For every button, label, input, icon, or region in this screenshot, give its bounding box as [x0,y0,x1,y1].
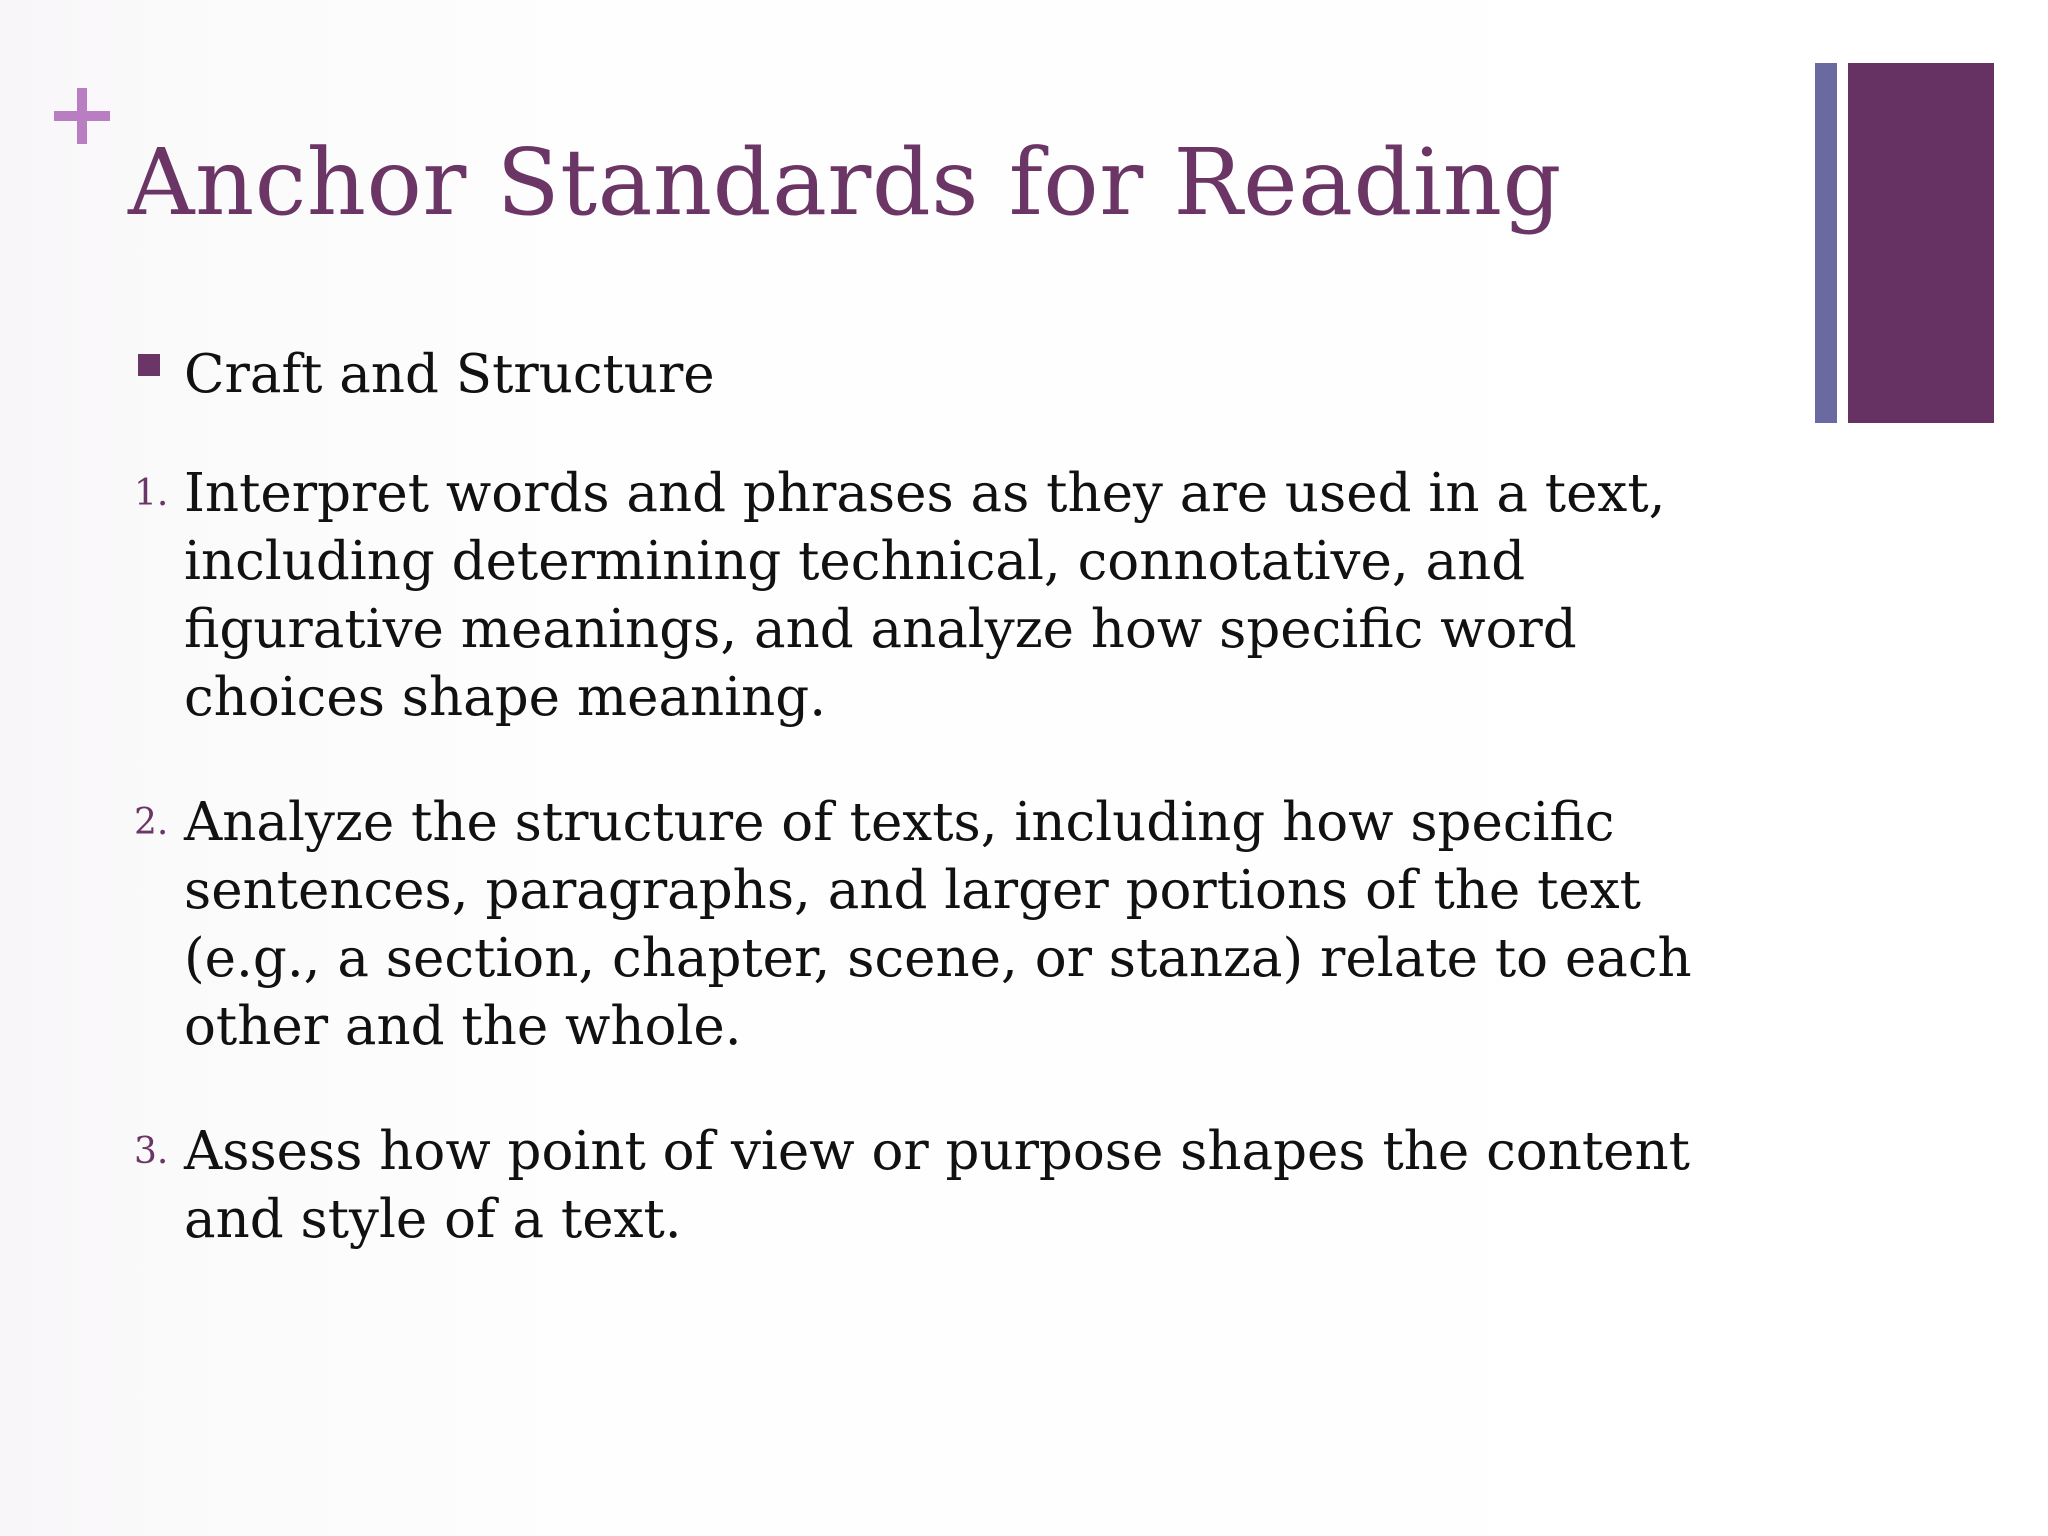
list-item-text: Assess how point of view or purpose shapes the content and style of a text. [184,1121,1690,1250]
list-item [134,789,1794,1061]
section-heading-row [134,340,1794,410]
decorative-bar-thin [1815,63,1837,423]
slide-body [134,340,1794,1311]
list-item [134,1118,1794,1254]
list-item-text: Interpret words and phrases as they are used in a text, including determining technical, connotative, and figurative meanings, and analyze how specific word choices shape meaning. [184,463,1666,728]
list-item [134,460,1794,732]
list-item-text: Analyze the structure of texts, including how specific sentences, paragraphs, and larger portions of the text (e.g., a section, chapter, scene, or stanza) relate to each other and the whole. [184,792,1692,1057]
list-item-number: 3. [134,1131,169,1172]
slide-title: Anchor Standards for Reading [128,129,1562,236]
decorative-bar-thick [1848,63,1994,423]
square-bullet-icon [138,354,160,376]
section-heading: Craft and Structure [184,344,715,405]
list-item-number: 1. [134,473,169,514]
plus-icon [52,86,112,146]
list-item-number: 2. [134,802,169,843]
